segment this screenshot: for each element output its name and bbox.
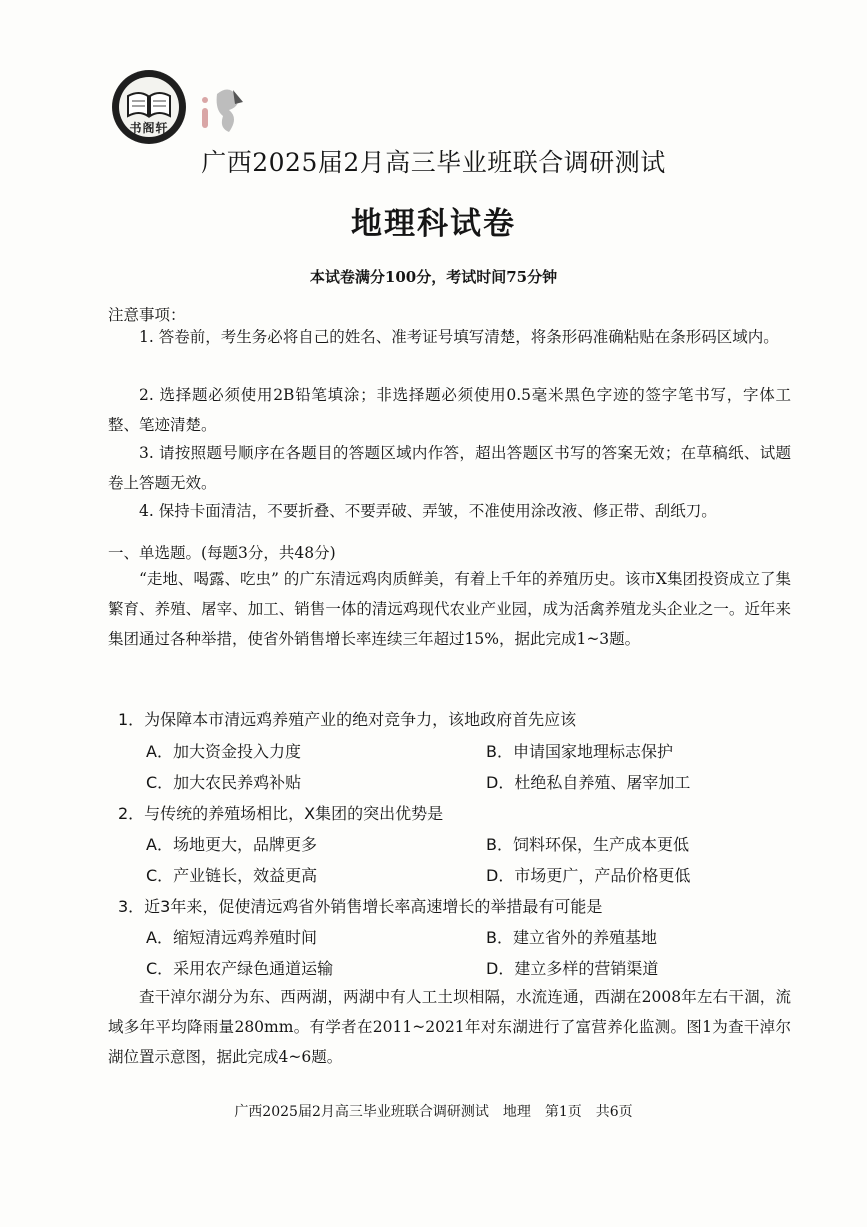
question-option: C．产业链长，效益更高 <box>146 866 318 885</box>
question-option: B．饲料环保，生产成本更低 <box>486 835 689 854</box>
exam-title: 广西2025届2月高三毕业班联合调研测试 <box>201 148 666 177</box>
passage-2: 查干淖尔湖分为东、西两湖，两湖中有人工土坝相隔，水流连通，西湖在2008年左右干涸，流域多年平均降雨量280mm。有学者在2011~2021年对东湖进行了富营养化监测。图1为查干淖尔湖位置示意图，据此完成4~6题。 <box>108 988 791 1066</box>
notice-item: 4. 保持卡面清洁，不要折叠、不要弄破、弄皱，不准使用涂改液、修正带、刮纸刀。 <box>139 502 717 520</box>
page-footer: 广西2025届2月高三毕业班联合调研测试 地理 第1页 共6页 <box>234 1104 633 1120</box>
logo-text: 书阁轩 <box>129 121 169 135</box>
exam-info: 本试卷满分100分，考试时间75分钟 <box>309 268 558 286</box>
question-option: C．加大农民养鸡补贴 <box>146 773 302 792</box>
subject-title: 地理科试卷 <box>351 206 516 242</box>
notice-item: 1. 答卷前，考生务必将自己的姓名、准考证号填写清楚，将条形码准确粘贴在条形码区域内。 <box>139 328 779 346</box>
section-title: 一、单选题。(每题3分，共48分) <box>108 544 336 562</box>
brand-mark-icon <box>195 80 255 140</box>
question-option: D．建立多样的营销渠道 <box>486 959 659 978</box>
passage-1: “走地、喝露、吃虫” 的广东清远鸡肉质鲜美，有着上千年的养殖历史。该市X集团投资成立了集繁育、养殖、屠宰、加工、销售一体的清远鸡现代农业产业园，成为活禽养殖龙头企业之一。近年来集团通过各种举措，使省外销售增长率连续三年超过15%，据此完成1~3题。 <box>108 570 791 648</box>
question-option: B．申请国家地理标志保护 <box>486 742 673 761</box>
question-option: C．采用农产绿色通道运输 <box>146 959 334 978</box>
question-option: D．市场更广，产品价格更低 <box>486 866 691 885</box>
question-option: A．场地更大，品牌更多 <box>146 835 317 854</box>
question-option: B．建立省外的养殖基地 <box>486 928 657 947</box>
notice-item: 2. 选择题必须使用2B铅笔填涂；非选择题必须使用0.5毫米黑色字迹的签字笔书写，字体工整、笔迹清楚。 <box>108 386 791 434</box>
question-option: A．缩短清远鸡养殖时间 <box>146 928 317 947</box>
notice-heading: 注意事项： <box>108 306 186 324</box>
question-stem: 3．近3年来，促使清远鸡省外销售增长率高速增长的举措最有可能是 <box>118 897 603 916</box>
question-stem: 2．与传统的养殖场相比，X集团的突出优势是 <box>118 804 444 823</box>
question-stem: 1．为保障本市清远鸡养殖产业的绝对竞争力，该地政府首先应该 <box>118 710 577 729</box>
question-option: A．加大资金投入力度 <box>146 742 301 761</box>
publisher-logo <box>112 70 186 144</box>
question-option: D．杜绝私自养殖、屠宰加工 <box>486 773 691 792</box>
notice-item: 3. 请按照题号顺序在各题目的答题区域内作答，超出答题区书写的答案无效；在草稿纸、试题卷上答题无效。 <box>108 444 791 492</box>
